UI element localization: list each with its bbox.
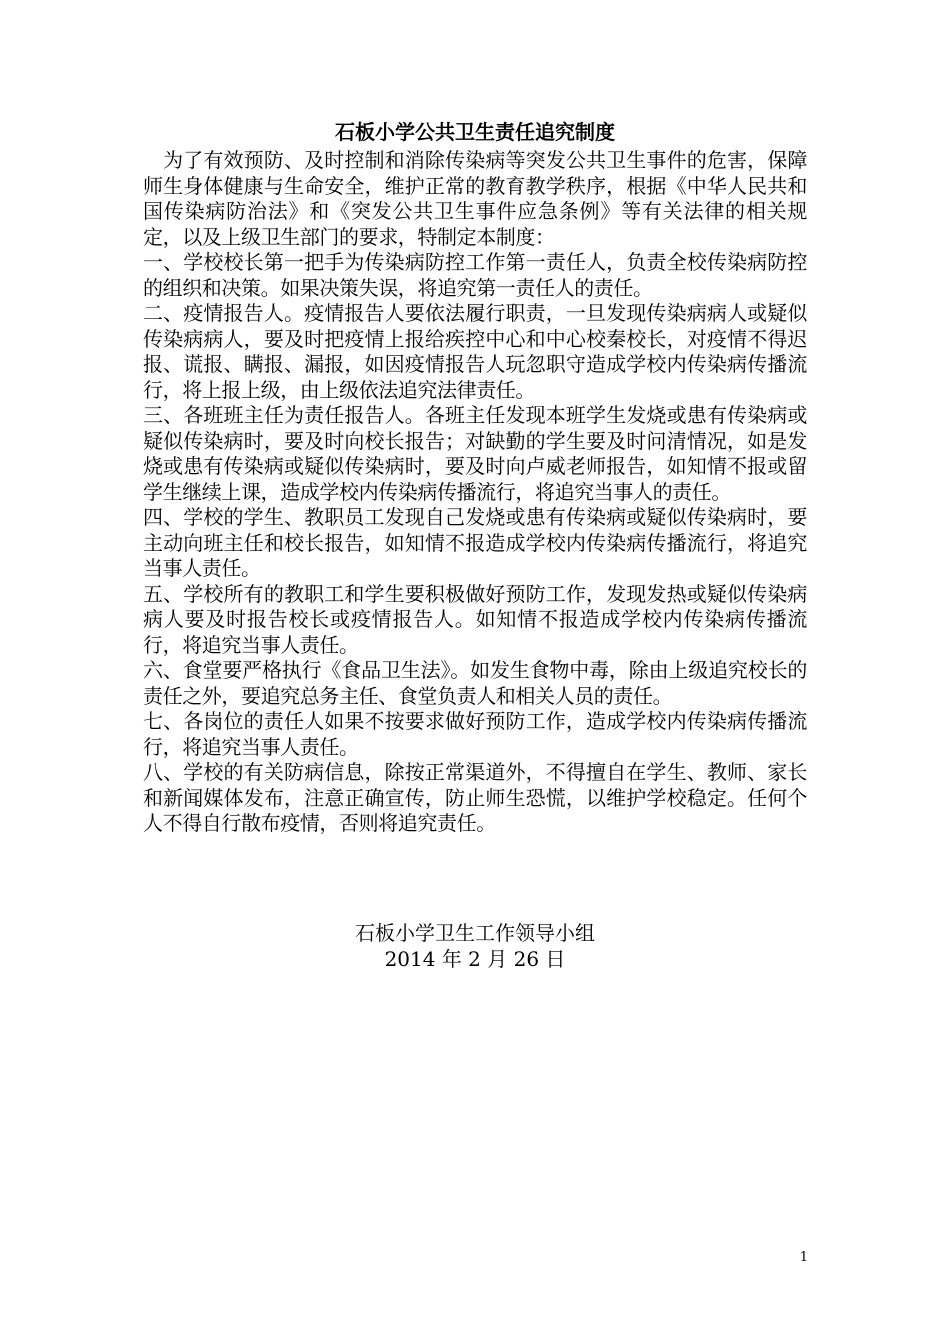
page-number: 1 — [799, 1250, 808, 1265]
signature-block — [143, 921, 807, 972]
paragraph-item-4: 四、学校的学生、教职员工发现自己发烧或患有传染病或疑似传染病时，要主动向班主任和校长报告，如知情不报造成学校内传染病传播流行，将追究当事人责任。 — [143, 505, 807, 580]
document-body — [143, 148, 807, 837]
document-title: 石板小学公共卫生责任追究制度 — [335, 120, 615, 144]
paragraph-intro: 为了有效预防、及时控制和消除传染病等突发公共卫生事件的危害，保障师生身体健康与生命安全，维护正常的教育教学秩序，根据《中华人民共和国传染病防治法》和《突发公共卫生事件应急条例》等有关法律的相关规定，以及上级卫生部门的要求，特制定本制度： — [143, 148, 807, 249]
paragraph-item-3: 三、各班班主任为责任报告人。各班主任发现本班学生发烧或患有传染病或疑似传染病时，要及时向校长报告；对缺勤的学生要及时问清情况，如是发烧或患有传染病或疑似传染病时，要及时向卢威老师报告，如知情不报或留学生继续上课，造成学校内传染病传播流行，将追究当事人的责任。 — [143, 403, 807, 504]
paragraph-item-1: 一、学校校长第一把手为传染病防控工作第一责任人，负责全校传染病防控的组织和决策。如果决策失误，将追究第一责任人的责任。 — [143, 250, 807, 300]
paragraph-item-6: 六、食堂要严格执行《食品卫生法》。如发生食物中毒，除由上级追究校长的责任之外，要追究总务主任、食堂负责人和相关人员的责任。 — [143, 658, 807, 708]
signature-organization: 石板小学卫生工作领导小组 — [355, 921, 595, 945]
paragraph-item-7: 七、各岗位的责任人如果不按要求做好预防工作，造成学校内传染病传播流行，将追究当事人责任。 — [143, 709, 807, 759]
signature-date: 2014 年 2 月 26 日 — [384, 946, 566, 971]
paragraph-item-8: 八、学校的有关防病信息，除按正常渠道外，不得擅自在学生、教师、家长和新闻媒体发布，注意正确宣传，防止师生恐慌，以维护学校稳定。任何个人不得自行散布疫情，否则将追究责任。 — [143, 760, 807, 835]
paragraph-item-2: 二、疫情报告人。疫情报告人要依法履行职责，一旦发现传染病病人或疑似传染病病人，要及时把疫情上报给疾控中心和中心校秦校长，对疫情不得迟报、谎报、瞒报、漏报，如因疫情报告人玩忽职守造成学校内传染病传播流行，将上报上级，由上级依法追究法律责任。 — [143, 301, 807, 402]
paragraph-item-5: 五、学校所有的教职工和学生要积极做好预防工作，发现发热或疑似传染病病人要及时报告校长或疫情报告人。如知情不报造成学校内传染病传播流行，将追究当事人责任。 — [143, 581, 807, 657]
